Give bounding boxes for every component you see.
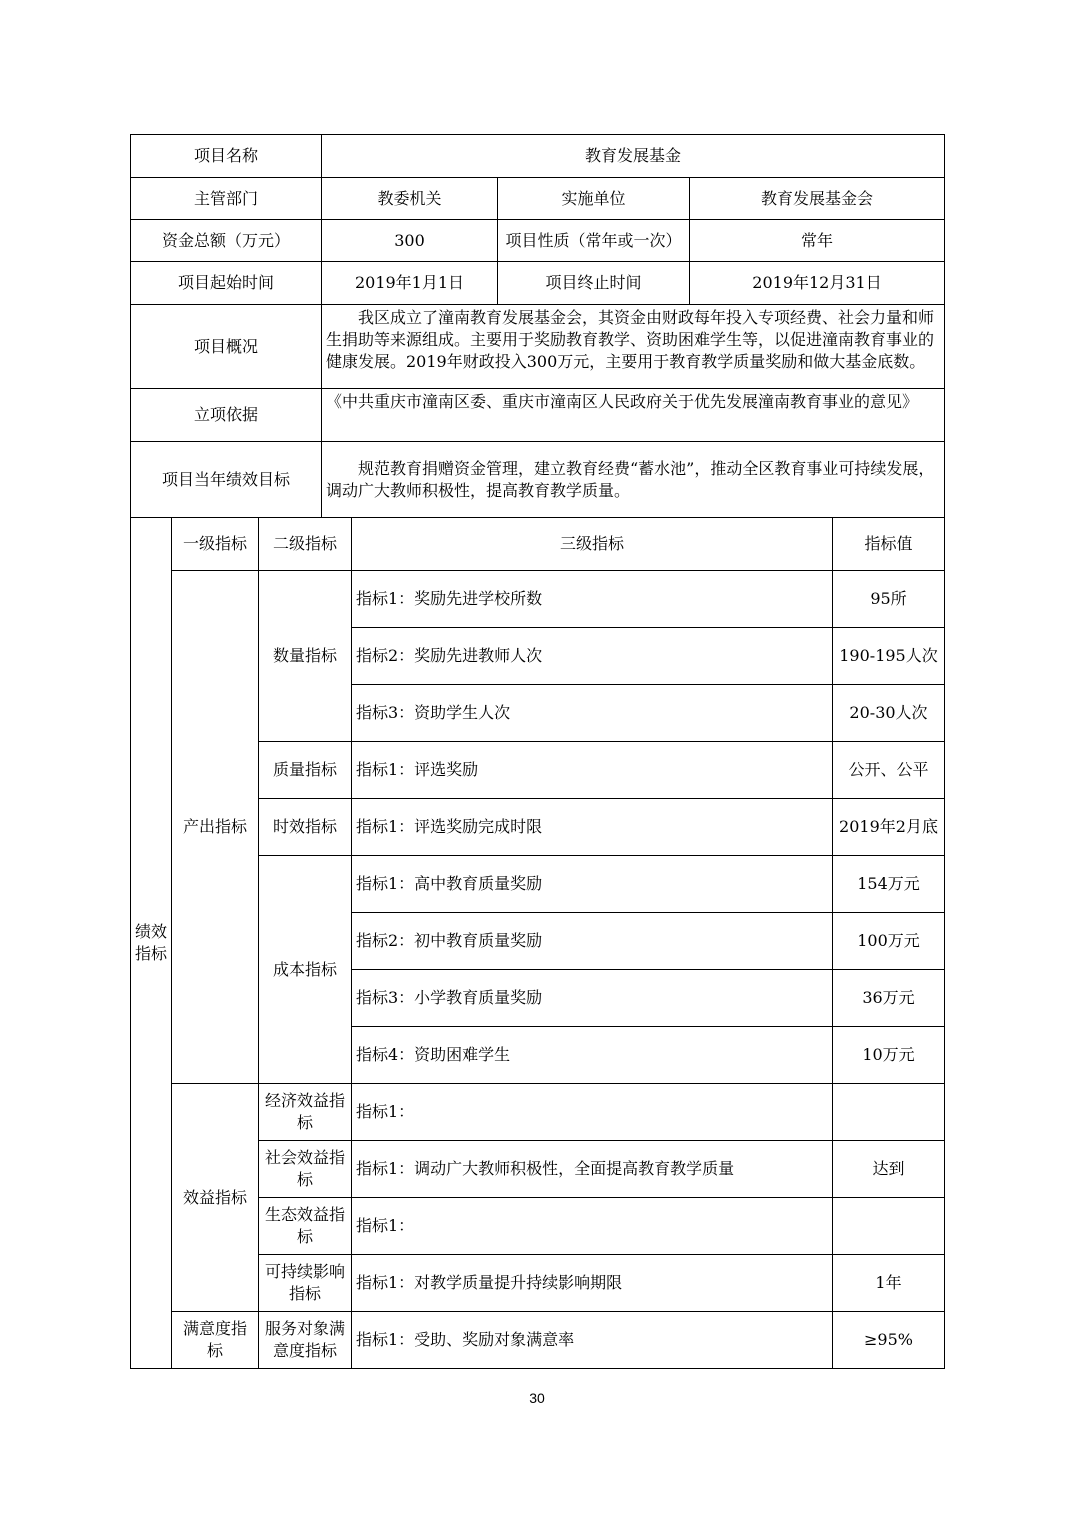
dept-label: 主管部门 xyxy=(131,178,322,220)
cost-indicator-label: 成本指标 xyxy=(259,856,352,1084)
timeliness-indicator-label: 时效指标 xyxy=(259,799,352,856)
impl-value: 教育发展基金会 xyxy=(690,178,945,220)
header-value: 指标值 xyxy=(833,518,945,571)
indicator-name: 指标1： xyxy=(352,1084,833,1141)
project-name-label: 项目名称 xyxy=(131,135,322,178)
fund-label: 资金总额（万元） xyxy=(131,220,322,262)
impl-label: 实施单位 xyxy=(498,178,690,220)
end-value: 2019年12月31日 xyxy=(690,262,945,305)
social-indicator-label: 社会效益指标 xyxy=(259,1141,352,1198)
start-value: 2019年1月1日 xyxy=(322,262,498,305)
indicator-value: 2019年2月底 xyxy=(833,799,945,856)
economic-indicator-label: 经济效益指标 xyxy=(259,1084,352,1141)
indicator-name: 指标3：小学教育质量奖励 xyxy=(352,970,833,1027)
goal-label: 项目当年绩效目标 xyxy=(131,442,322,518)
indicator-name: 指标3：资助学生人次 xyxy=(352,685,833,742)
indicator-name: 指标1：受助、奖励对象满意率 xyxy=(352,1312,833,1369)
nature-label: 项目性质（常年或一次） xyxy=(498,220,690,262)
indicator-value: 100万元 xyxy=(833,913,945,970)
indicator-table xyxy=(130,517,945,1369)
indicator-value: 20-30人次 xyxy=(833,685,945,742)
start-label: 项目起始时间 xyxy=(131,262,322,305)
project-info-table xyxy=(130,134,945,518)
quality-indicator-label: 质量指标 xyxy=(259,742,352,799)
header-level3: 三级指标 xyxy=(352,518,833,571)
header-level1: 一级指标 xyxy=(172,518,259,571)
indicator-value: 36万元 xyxy=(833,970,945,1027)
indicator-value: 190-195人次 xyxy=(833,628,945,685)
indicator-value: ≥95% xyxy=(833,1312,945,1369)
ecological-indicator-label: 生态效益指标 xyxy=(259,1198,352,1255)
indicator-name: 指标2：奖励先进教师人次 xyxy=(352,628,833,685)
perf-indicator-text: 绩效 指标 xyxy=(135,922,168,963)
indicator-name: 指标1：高中教育质量奖励 xyxy=(352,856,833,913)
overview-text: 我区成立了潼南教育发展基金会，其资金由财政每年投入专项经费、社会力量和师生捐助等来源组成。主要用于奖励教育教学、资助困难学生等，以促进潼南教育事业的健康发展。2019年财政投入300万元，主要用于教育教学质量奖励和做大基金底数。 xyxy=(326,308,935,371)
indicator-value xyxy=(833,1198,945,1255)
indicator-value: 1年 xyxy=(833,1255,945,1312)
indicator-name: 指标1： xyxy=(352,1198,833,1255)
quantity-indicator-label: 数量指标 xyxy=(259,571,352,742)
basis-text: 《中共重庆市潼南区委、重庆市潼南区人民政府关于优先发展潼南教育事业的意见》 xyxy=(322,389,945,442)
indicator-name: 指标1：评选奖励完成时限 xyxy=(352,799,833,856)
basis-label: 立项依据 xyxy=(131,389,322,442)
indicator-value: 10万元 xyxy=(833,1027,945,1084)
page-number: 30 xyxy=(529,1390,545,1406)
end-label: 项目终止时间 xyxy=(498,262,690,305)
indicator-value: 达到 xyxy=(833,1141,945,1198)
indicator-value: 公开、公平 xyxy=(833,742,945,799)
fund-value: 300 xyxy=(322,220,498,262)
header-level2: 二级指标 xyxy=(259,518,352,571)
sustain-indicator-label: 可持续影响指标 xyxy=(259,1255,352,1312)
output-indicator-label: 产出指标 xyxy=(172,571,259,1084)
perf-indicator-label xyxy=(131,518,172,1369)
indicator-name: 指标1：评选奖励 xyxy=(352,742,833,799)
indicator-name: 指标4：资助困难学生 xyxy=(352,1027,833,1084)
overview-cell xyxy=(322,305,945,389)
indicator-name: 指标1：调动广大教师积极性，全面提高教育教学质量 xyxy=(352,1141,833,1198)
service-indicator-label: 服务对象满意度指标 xyxy=(259,1312,352,1369)
goal-text: 规范教育捐赠资金管理，建立教育经费“蓄水池”，推动全区教育事业可持续发展，调动广大教师积极性，提高教育教学质量。 xyxy=(322,442,945,518)
dept-value: 教委机关 xyxy=(322,178,498,220)
nature-value: 常年 xyxy=(690,220,945,262)
indicator-name: 指标2：初中教育质量奖励 xyxy=(352,913,833,970)
indicator-value: 154万元 xyxy=(833,856,945,913)
benefit-indicator-label: 效益指标 xyxy=(172,1084,259,1312)
satisfaction-indicator-label: 满意度指标 xyxy=(172,1312,259,1369)
indicator-value: 95所 xyxy=(833,571,945,628)
project-name-value: 教育发展基金 xyxy=(322,135,945,178)
overview-label: 项目概况 xyxy=(131,305,322,389)
indicator-name: 指标1：奖励先进学校所数 xyxy=(352,571,833,628)
indicator-name: 指标1：对教学质量提升持续影响期限 xyxy=(352,1255,833,1312)
indicator-value xyxy=(833,1084,945,1141)
